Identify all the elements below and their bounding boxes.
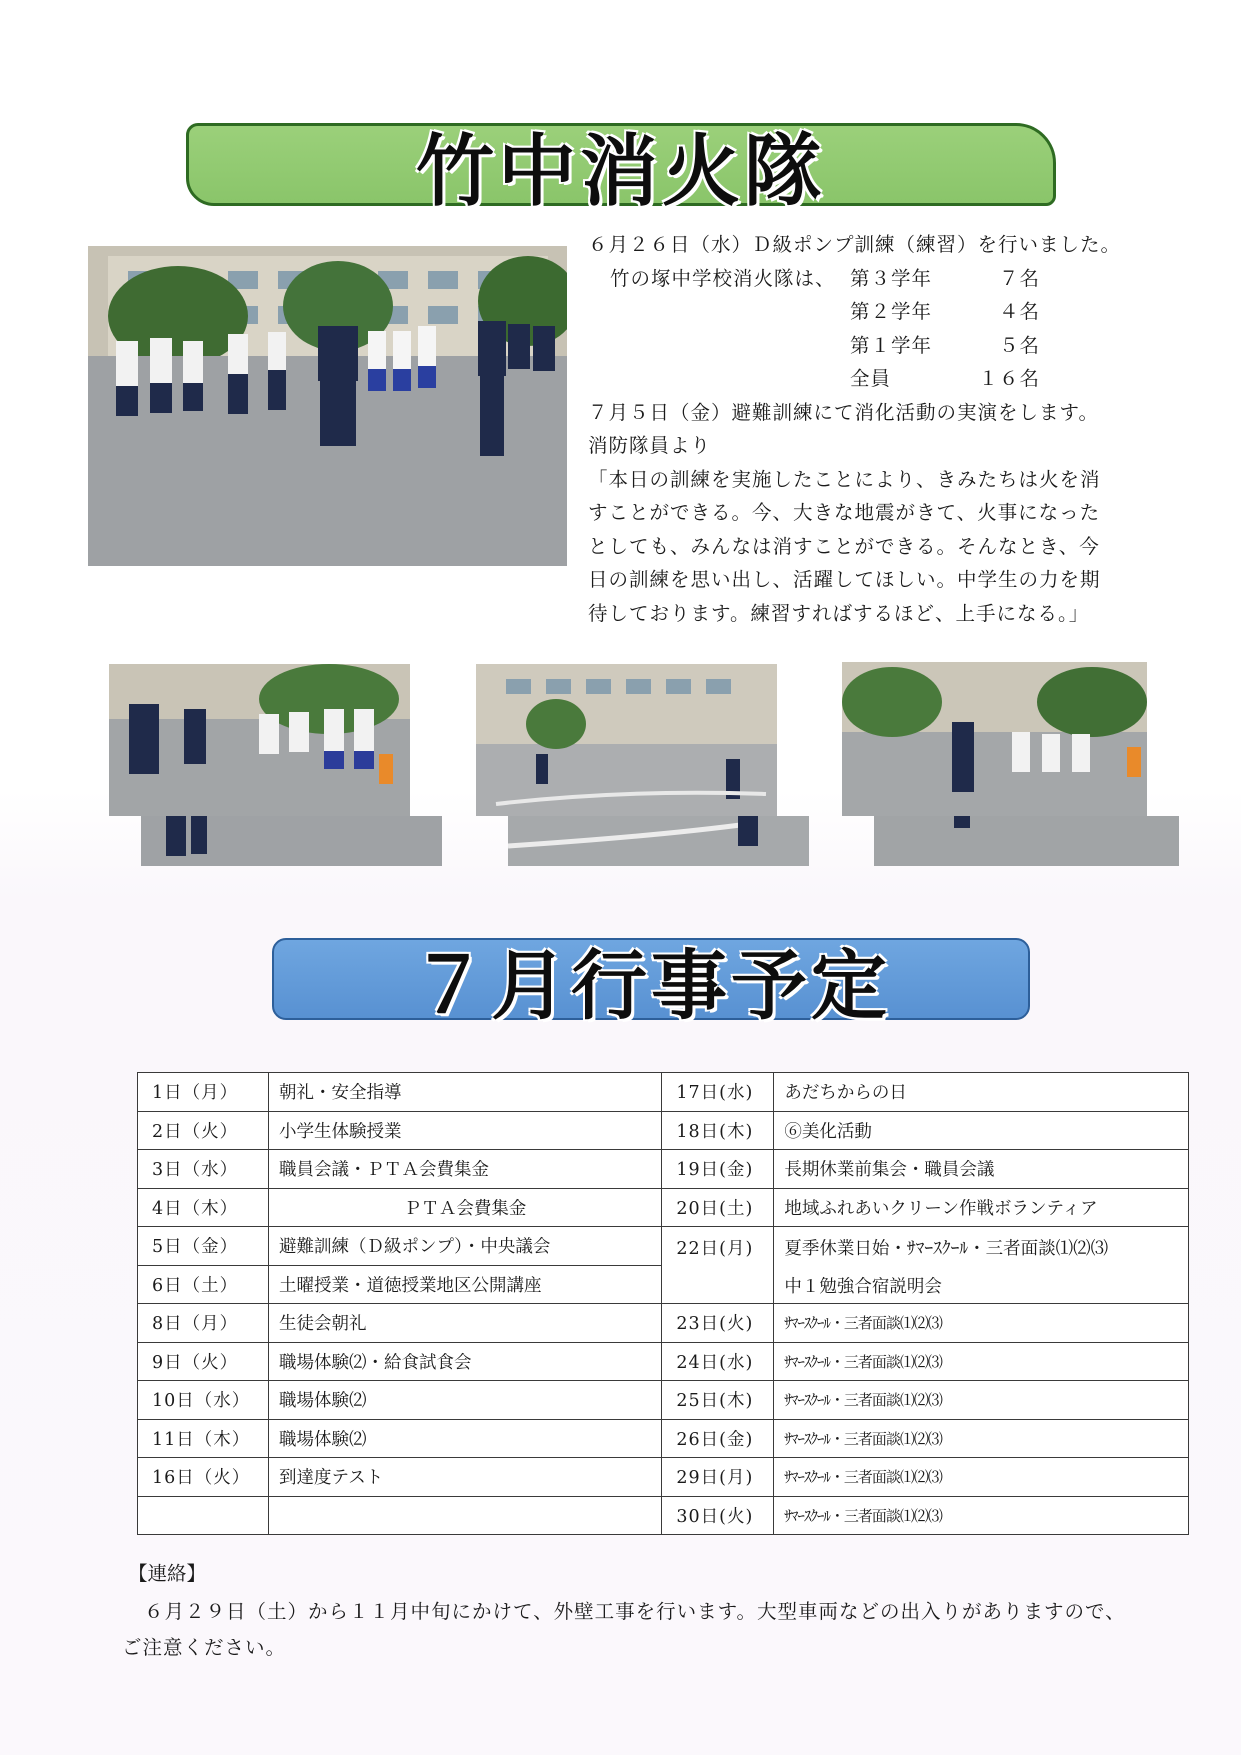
left-date: 8日（月）: [138, 1304, 269, 1343]
section1-title-banner: [186, 123, 1056, 217]
left-date: 4日（木）: [138, 1188, 269, 1227]
right-date: 22日(月): [662, 1227, 774, 1304]
right-date: 30日(火): [662, 1496, 774, 1535]
roster-row: [588, 362, 1133, 396]
left-event: 土曜授業・道徳授業地区公開講座: [268, 1265, 661, 1304]
right-event: あだちからの日: [774, 1073, 1189, 1112]
left-date: 16日（火）: [138, 1458, 269, 1497]
schedule-table: [137, 1072, 1189, 1535]
section2-title: ７月行事予定: [411, 940, 891, 1030]
left-event: [268, 1496, 661, 1535]
drill-line: ７月５日（金）避難訓練にて消化活動の実演をします。: [588, 400, 1099, 424]
right-date: 18日(木): [662, 1111, 774, 1150]
right-event-multi: [774, 1227, 1189, 1304]
right-event: ｻﾏｰｽｸｰﾙ・三者面談⑴⑵⑶: [774, 1458, 1189, 1497]
right-event: ｻﾏｰｽｸｰﾙ・三者面談⑴⑵⑶: [774, 1381, 1189, 1420]
right-event: ⑥美化活動: [774, 1111, 1189, 1150]
left-date: 10日（水）: [138, 1381, 269, 1420]
section1-title: 竹中消火隊: [415, 126, 826, 217]
roster-count: １６名: [978, 367, 1040, 390]
notice-body: [122, 1594, 1202, 1666]
collage-photo-3b: [874, 816, 1179, 866]
left-event: 小学生体験授業: [268, 1111, 661, 1150]
section2-title-banner: [272, 938, 1030, 1030]
table-row: [138, 1458, 1189, 1497]
roster-count: ４名: [998, 300, 1040, 323]
quote-line: 待しております。練習すればするほど、上手になる。」: [588, 601, 1090, 625]
right-date: 24日(水): [662, 1342, 774, 1381]
left-date: 2日（火）: [138, 1111, 269, 1150]
left-event: 職場体験⑵・給食試食会: [268, 1342, 661, 1381]
roster-grade: 第１学年: [850, 333, 933, 357]
right-event: ｻﾏｰｽｸｰﾙ・三者面談⑴⑵⑶: [774, 1419, 1189, 1458]
left-event: ＰＴＡ会費集金: [268, 1188, 661, 1227]
intro-line: 竹の塚中学校消火隊は、: [610, 266, 836, 290]
roster-count: ７名: [998, 266, 1040, 290]
quote-line: 「本日の訓練を実施したことにより、きみたちは火を消: [588, 467, 1101, 491]
collage-photo-2a: [476, 664, 777, 816]
right-event: ｻﾏｰｽｸｰﾙ・三者面談⑴⑵⑶: [774, 1496, 1189, 1535]
right-date: 25日(木): [662, 1381, 774, 1420]
left-event: 避難訓練（Ｄ級ポンプ）・中央議会: [268, 1227, 661, 1266]
left-date: 1日（月）: [138, 1073, 269, 1112]
left-date: 11日（木）: [138, 1419, 269, 1458]
intro-text: [588, 228, 1133, 630]
table-row: [138, 1304, 1189, 1343]
right-event: ｻﾏｰｽｸｰﾙ・三者面談⑴⑵⑶: [774, 1304, 1189, 1343]
right-event: ｻﾏｰｽｸｰﾙ・三者面談⑴⑵⑶: [774, 1342, 1189, 1381]
right-event-second: 中１勉強合宿説明会: [784, 1277, 942, 1297]
roster-grade: 全員: [850, 367, 892, 390]
left-event: 職場体験⑵: [268, 1419, 661, 1458]
right-date: 17日(水): [662, 1073, 774, 1112]
left-date: 5日（金）: [138, 1227, 269, 1266]
collage-photo-3a: [842, 662, 1147, 816]
table-row: [138, 1496, 1189, 1535]
roster-grade: 第２学年: [850, 300, 933, 323]
roster-row: [588, 329, 1133, 363]
left-date: 9日（火）: [138, 1342, 269, 1381]
right-event: 地域ふれあいクリーン作戦ボランティア: [774, 1188, 1189, 1227]
roster-row: [588, 295, 1133, 329]
quote-line: すことができる。今、大きな地震がきて、火事になった: [588, 501, 1101, 524]
table-row: [138, 1073, 1189, 1112]
left-event: 朝礼・安全指導: [268, 1073, 661, 1112]
right-date: 20日(土): [662, 1188, 774, 1227]
collage-photo-2b: [508, 816, 809, 866]
right-event: 夏季休業日始・ｻﾏｰｽｸｰﾙ・三者面談⑴⑵⑶: [784, 1239, 1109, 1259]
notice-line: ６月２９日（土）から１１月中旬にかけて、外壁工事を行います。大型車両などの出入りがありますので、: [144, 1600, 1126, 1623]
table-row: [138, 1419, 1189, 1458]
table-row: [138, 1381, 1189, 1420]
table-row: [138, 1188, 1189, 1227]
main-photo: [88, 246, 567, 566]
notice-title: 【連絡】: [128, 1562, 207, 1585]
right-event: 長期休業前集会・職員会議: [774, 1150, 1189, 1189]
table-row: [138, 1150, 1189, 1189]
roster-grade: 第３学年: [850, 266, 933, 290]
collage-photo-1b: [141, 816, 442, 866]
left-date: 6日（土）: [138, 1265, 269, 1304]
left-date: 3日（水）: [138, 1150, 269, 1189]
table-row: [138, 1111, 1189, 1150]
left-date: [138, 1496, 269, 1535]
right-date: 23日(火): [662, 1304, 774, 1343]
left-event: 職場体験⑵: [268, 1381, 661, 1420]
quote-line: 日の訓練を思い出し、活躍してほしい。中学生の力を期: [588, 568, 1101, 591]
collage-photo-1a: [109, 664, 410, 816]
left-event: 職員会議・ＰＴＡ会費集金: [268, 1150, 661, 1189]
right-date: 26日(金): [662, 1419, 774, 1458]
intro-line: ６月２６日（水）Ｄ級ポンプ訓練（練習）を行いました。: [588, 233, 1122, 256]
table-row: [138, 1227, 1189, 1266]
left-event: 生徒会朝礼: [268, 1304, 661, 1343]
right-date: 19日(金): [662, 1150, 774, 1189]
right-date: 29日(月): [662, 1458, 774, 1497]
roster-count: ５名: [998, 333, 1040, 357]
quote-line: としても、みんなは消すことができる。そんなとき、今: [588, 534, 1100, 558]
from-line: 消防隊員より: [588, 434, 712, 457]
left-event: 到達度テスト: [268, 1458, 661, 1497]
table-row: [138, 1342, 1189, 1381]
notice-line: ご注意ください。: [122, 1636, 287, 1659]
